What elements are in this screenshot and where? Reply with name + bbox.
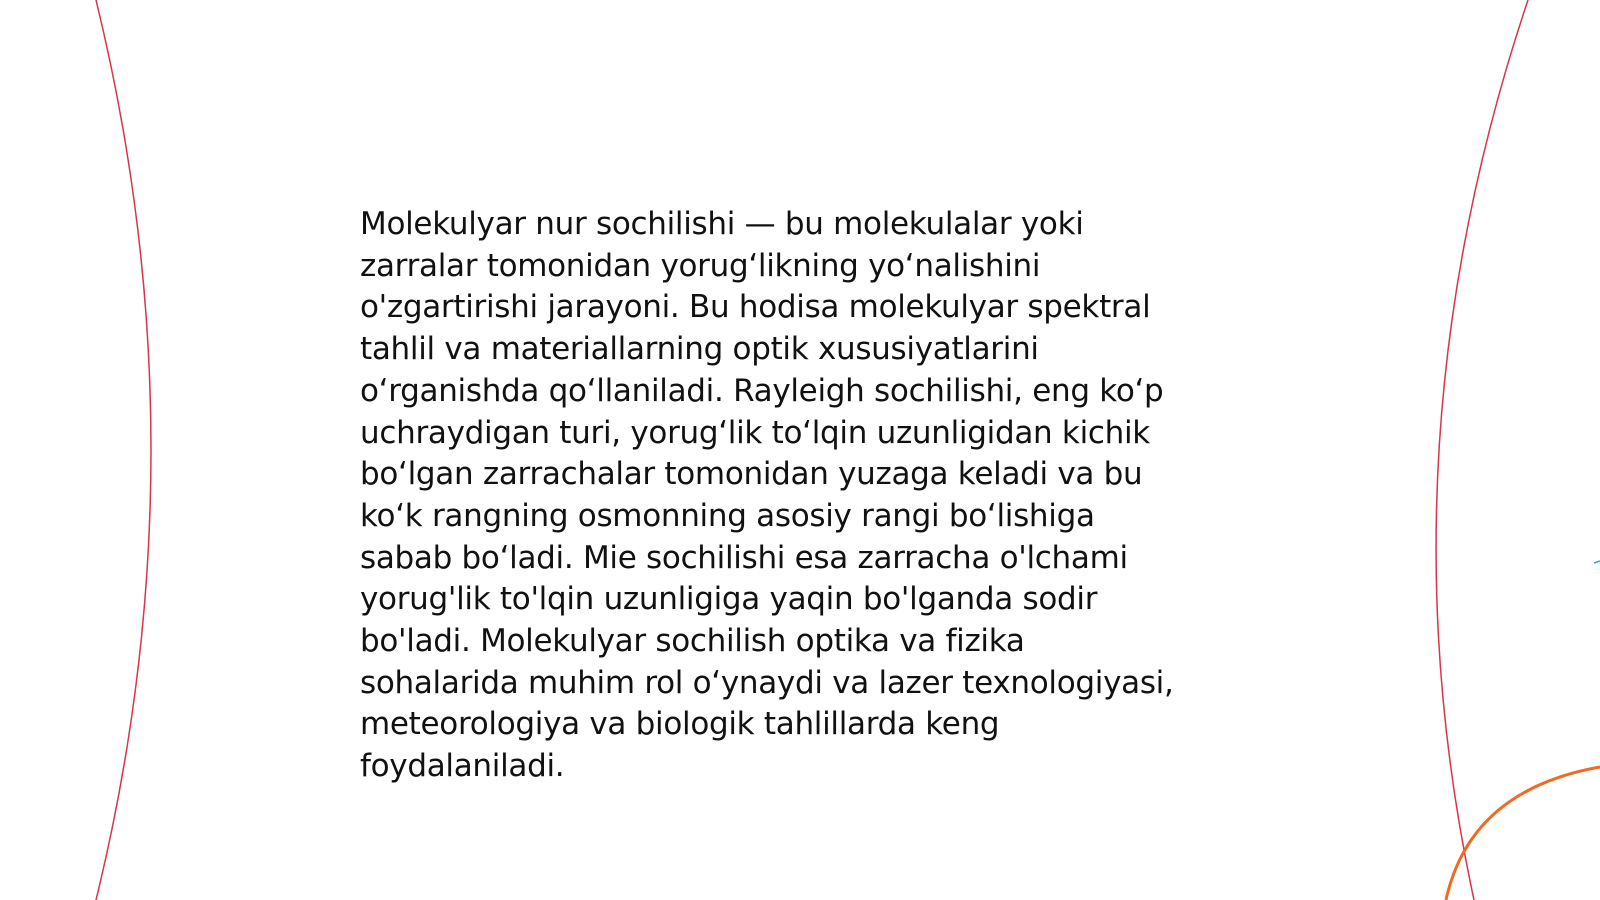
body-paragraph: Molekulyar nur sochilishi — bu molekulalar yoki zarralar tomonidan yorugʻlikning yoʻnalishini o'zgartirishi jarayoni. Bu hodisa molekulyar spektral tahlil va materiallarning optik xususiyatlarini oʻrganishda qoʻllaniladi. Rayleigh sochilishi, eng koʻp uchraydigan turi, yorugʻlik toʻlqin uzunligidan kichik boʻlgan zarrachalar tomonidan yuzaga keladi va bu koʻk rangning osmonning asosiy rangi boʻlishiga sabab boʻladi. Mie sochilishi esa zarracha o'lchami yorug'lik to'lqin uzunligiga yaqin bo'lganda sodir bo'ladi. Molekulyar sochilish optika va fizika sohalarida muhim rol oʻynaydi va lazer texnologiyasi, meteorologiya va biologik tahlillarda keng foydalaniladi. <box>360 206 1174 785</box>
left-red-arc <box>96 0 151 900</box>
teal-accent-mark <box>1594 561 1600 563</box>
right-red-arc <box>1436 0 1528 900</box>
